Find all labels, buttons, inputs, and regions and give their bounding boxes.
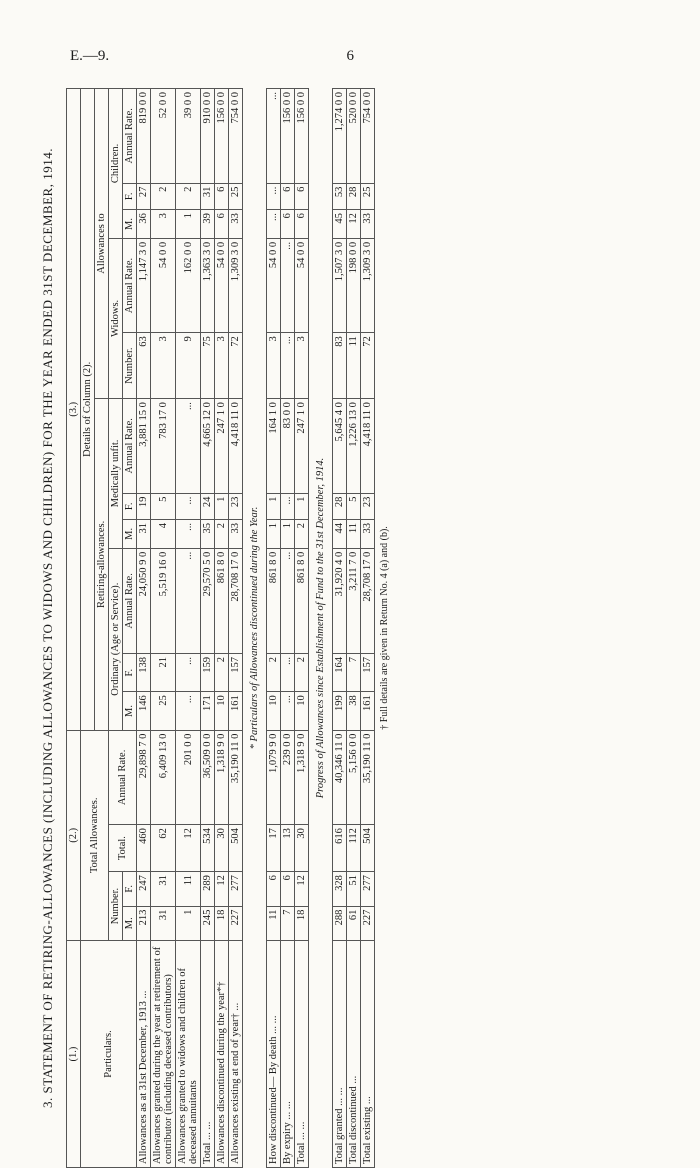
- annual-rate-header: Annual Rate.: [109, 730, 137, 824]
- table-cell: 72: [361, 333, 375, 399]
- annual-rate-header: Annual Rate.: [123, 548, 137, 653]
- table-cell: 1: [215, 493, 229, 519]
- table-cell: 12: [295, 872, 309, 906]
- table-cell: 2: [295, 520, 309, 549]
- table-cell: 2: [215, 520, 229, 549]
- table-cell: 28,708 17 0: [361, 548, 375, 653]
- f-header: F.: [123, 872, 137, 906]
- table-cell: 156 0 0: [295, 89, 309, 184]
- table-cell: 245: [201, 906, 215, 940]
- table-cell: 54 0 0: [267, 238, 281, 332]
- f-header: F.: [123, 653, 137, 691]
- table-cell: 3: [267, 333, 281, 399]
- table-cell: 1,226 13 0: [347, 399, 361, 493]
- table-cell: 1: [176, 906, 201, 940]
- row-label: Allowances granted during the year at retirement of contributor (including deceased contributors): [151, 941, 176, 1168]
- retiring-header: Retiring-allowances.: [95, 399, 109, 731]
- table-cell: 10: [295, 692, 309, 730]
- table-cell: 754 0 0: [361, 89, 375, 184]
- table-cell: 53: [333, 183, 347, 209]
- table-cell: 161: [361, 692, 375, 730]
- page-number: 6: [346, 48, 354, 64]
- table-cell: 4,418 11 0: [361, 399, 375, 493]
- table-cell: 63: [137, 333, 151, 399]
- footnote: † Full details are given in Return No. 4 (a) and (b).: [379, 526, 390, 730]
- row-label: Total granted ... ...: [333, 941, 347, 1168]
- table-cell: 247 1 0: [215, 399, 229, 493]
- table-cell: 2: [267, 653, 281, 691]
- main-rows: [137, 89, 243, 1168]
- annual-rate-header: Annual Rate.: [123, 399, 137, 493]
- table-cell: 23: [229, 493, 243, 519]
- table-cell: 28: [333, 493, 347, 519]
- discontinued-caption: * Particulars of Allowances discontinued during the Year.: [243, 89, 267, 1168]
- table-cell: 28: [347, 183, 361, 209]
- row-label: Total ... ...: [295, 941, 309, 1168]
- table-cell: 39: [201, 210, 215, 239]
- table-cell: 35,190 11 0: [361, 730, 375, 824]
- m-header: M.: [123, 210, 137, 239]
- table-cell: 40,346 11 0: [333, 730, 347, 824]
- row-label: Allowances as at 31st December, 1913 ...: [137, 941, 151, 1168]
- col-1-ref: (1.): [67, 941, 81, 1168]
- table-cell: 51: [347, 872, 361, 906]
- table-cell: 2: [295, 653, 309, 691]
- table-cell: 6: [281, 183, 295, 209]
- m-header: M.: [123, 692, 137, 730]
- table-row: [137, 89, 151, 1168]
- table-cell: 239 0 0: [281, 730, 295, 824]
- table-cell: 504: [361, 825, 375, 872]
- table-cell: 289: [201, 872, 215, 906]
- table-cell: 6: [281, 872, 295, 906]
- table-cell: 1,274 0 0: [333, 89, 347, 184]
- allowances-table: [66, 88, 375, 1168]
- table-cell: 1: [267, 493, 281, 519]
- m-header: M.: [123, 906, 137, 940]
- table-cell: 4,665 12 0: [201, 399, 215, 493]
- table-cell: 13: [281, 825, 295, 872]
- table-cell: 112: [347, 825, 361, 872]
- table-cell: 17: [267, 825, 281, 872]
- table-cell: 9: [176, 333, 201, 399]
- ordinary-header: Ordinary (Age or Service).: [109, 548, 123, 730]
- table-row: [347, 89, 361, 1168]
- annual-rate-header: Annual Rate.: [123, 89, 137, 184]
- number-header: Number.: [123, 333, 137, 399]
- table-cell: ...: [176, 399, 201, 493]
- table-cell: ...: [281, 692, 295, 730]
- table-cell: 164: [333, 653, 347, 691]
- table-cell: 11: [347, 520, 361, 549]
- table-cell: 11: [347, 333, 361, 399]
- col-2-ref: (2.): [67, 730, 81, 940]
- table-cell: 910 0 0: [201, 89, 215, 184]
- table-cell: 138: [137, 653, 151, 691]
- table-cell: 7: [347, 653, 361, 691]
- statement-title: 3. STATEMENT OF RETIRING-ALLOWANCES (INCLUDING ALLOWANCES TO WIDOWS AND CHILDREN) FOR THE YEAR ENDED 31ST DECEMBER, 1914.: [40, 148, 55, 1108]
- discontinued-rows: [267, 89, 309, 1168]
- table-cell: 199: [333, 692, 347, 730]
- table-cell: 6: [295, 183, 309, 209]
- table-cell: 54 0 0: [151, 238, 176, 332]
- table-cell: 5,156 0 0: [347, 730, 361, 824]
- children-header: Children.: [109, 89, 123, 239]
- row-label: Total existing ...: [361, 941, 375, 1168]
- table-cell: 10: [215, 692, 229, 730]
- table-cell: 3: [151, 210, 176, 239]
- table-cell: 31: [201, 183, 215, 209]
- table-cell: 62: [151, 825, 176, 872]
- table-cell: 1,147 3 0: [137, 238, 151, 332]
- table-cell: 30: [215, 825, 229, 872]
- table-row: [176, 89, 201, 1168]
- table-cell: 45: [333, 210, 347, 239]
- table-cell: 1,507 3 0: [333, 238, 347, 332]
- table-cell: ...: [176, 548, 201, 653]
- row-label: By expiry ... ...: [281, 941, 295, 1168]
- table-cell: 2: [176, 183, 201, 209]
- table-cell: 247: [137, 872, 151, 906]
- table-cell: 75: [201, 333, 215, 399]
- table-cell: 83: [333, 333, 347, 399]
- table-cell: 39 0 0: [176, 89, 201, 184]
- table-cell: 1: [295, 493, 309, 519]
- table-cell: 11: [267, 906, 281, 940]
- table-cell: 61: [347, 906, 361, 940]
- progress-rows: [333, 89, 375, 1168]
- table-cell: 12: [176, 825, 201, 872]
- table-cell: 24,050 9 0: [137, 548, 151, 653]
- f-header: F.: [123, 183, 137, 209]
- table-cell: 2: [151, 183, 176, 209]
- table-cell: 328: [333, 872, 347, 906]
- row-label: Total discontinued ...: [347, 941, 361, 1168]
- table-cell: 4,418 11 0: [229, 399, 243, 493]
- table-cell: 146: [137, 692, 151, 730]
- row-label: Total ... ...: [201, 941, 215, 1168]
- table-cell: 1: [281, 520, 295, 549]
- table-cell: 1,309 3 0: [361, 238, 375, 332]
- annual-rate-header: Annual Rate.: [123, 238, 137, 332]
- rotated-statement: [40, 88, 660, 1168]
- table-cell: ...: [176, 493, 201, 519]
- table-cell: 36: [137, 210, 151, 239]
- table-cell: 861 8 0: [267, 548, 281, 653]
- f-header: F.: [123, 493, 137, 519]
- table-cell: 6: [295, 210, 309, 239]
- table-row: [295, 89, 309, 1168]
- row-label: Allowances existing at end of year† ...: [229, 941, 243, 1168]
- table-cell: ...: [281, 493, 295, 519]
- table-cell: 5,519 16 0: [151, 548, 176, 653]
- table-cell: ...: [176, 692, 201, 730]
- table-row: [361, 89, 375, 1168]
- total-header: Total.: [109, 825, 137, 872]
- table-cell: 3: [215, 333, 229, 399]
- table-row: [333, 89, 347, 1168]
- table-cell: 33: [229, 210, 243, 239]
- table-cell: 3,211 7 0: [347, 548, 361, 653]
- table-cell: 247 1 0: [295, 399, 309, 493]
- table-cell: 1: [176, 210, 201, 239]
- table-cell: ...: [267, 210, 281, 239]
- table-cell: 534: [201, 825, 215, 872]
- table-cell: 52 0 0: [151, 89, 176, 184]
- table-row: [201, 89, 215, 1168]
- table-cell: ...: [281, 333, 295, 399]
- row-label: How discontinued— By death ... ...: [267, 941, 281, 1168]
- table-cell: 18: [215, 906, 229, 940]
- table-cell: 1,318 9 0: [215, 730, 229, 824]
- table-cell: 3: [151, 333, 176, 399]
- table-cell: 783 17 0: [151, 399, 176, 493]
- table-cell: 31: [151, 872, 176, 906]
- table-cell: 157: [229, 653, 243, 691]
- table-cell: 28,708 17 0: [229, 548, 243, 653]
- table-cell: 44: [333, 520, 347, 549]
- table-cell: ...: [281, 653, 295, 691]
- table-cell: 38: [347, 692, 361, 730]
- table-cell: 18: [295, 906, 309, 940]
- table-cell: 1,363 3 0: [201, 238, 215, 332]
- table-cell: 31: [137, 520, 151, 549]
- table-cell: 277: [229, 872, 243, 906]
- table-cell: 25: [361, 183, 375, 209]
- table-cell: ...: [176, 520, 201, 549]
- table-cell: 277: [361, 872, 375, 906]
- table-cell: 171: [201, 692, 215, 730]
- table-cell: 861 8 0: [295, 548, 309, 653]
- table-cell: 156 0 0: [281, 89, 295, 184]
- table-cell: 2: [215, 653, 229, 691]
- table-cell: 616: [333, 825, 347, 872]
- table-row: [267, 89, 281, 1168]
- table-cell: 83 0 0: [281, 399, 295, 493]
- table-cell: 819 0 0: [137, 89, 151, 184]
- table-cell: 33: [229, 520, 243, 549]
- table-cell: 3: [295, 333, 309, 399]
- table-cell: 504: [229, 825, 243, 872]
- table-cell: 10: [267, 692, 281, 730]
- row-label: Allowances granted to widows and children of deceased annuitants: [176, 941, 201, 1168]
- table-cell: 33: [361, 520, 375, 549]
- widows-header: Widows.: [109, 238, 123, 398]
- table-cell: 162 0 0: [176, 238, 201, 332]
- table-cell: 33: [361, 210, 375, 239]
- table-cell: 6,409 13 0: [151, 730, 176, 824]
- table-cell: 861 8 0: [215, 548, 229, 653]
- table-cell: 21: [151, 653, 176, 691]
- table-cell: 7: [281, 906, 295, 940]
- table-cell: ...: [281, 548, 295, 653]
- details-header: Details of Column (2).: [81, 89, 95, 731]
- table-cell: 288: [333, 906, 347, 940]
- table-cell: 754 0 0: [229, 89, 243, 184]
- table-cell: 1,318 9 0: [295, 730, 309, 824]
- allowances-to-header: Allowances to: [95, 89, 109, 399]
- table-cell: 11: [176, 872, 201, 906]
- table-cell: 29,898 7 0: [137, 730, 151, 824]
- table-cell: 25: [151, 692, 176, 730]
- table-cell: ...: [267, 89, 281, 184]
- page-reference: E.—9.: [70, 48, 110, 64]
- table-cell: 156 0 0: [215, 89, 229, 184]
- table-cell: ...: [267, 183, 281, 209]
- particulars-header: Particulars.: [81, 941, 137, 1168]
- table-cell: 31,920 4 0: [333, 548, 347, 653]
- table-cell: 3,881 15 0: [137, 399, 151, 493]
- table-cell: 1,079 9 0: [267, 730, 281, 824]
- table-cell: 35,190 11 0: [229, 730, 243, 824]
- table-cell: 23: [361, 493, 375, 519]
- table-cell: 5: [151, 493, 176, 519]
- table-cell: 227: [229, 906, 243, 940]
- table-cell: 35: [201, 520, 215, 549]
- row-label: Allowances discontinued during the year*†: [215, 941, 229, 1168]
- table-cell: 1,309 3 0: [229, 238, 243, 332]
- table-cell: 12: [215, 872, 229, 906]
- m-header: M.: [123, 520, 137, 549]
- table-cell: 54 0 0: [215, 238, 229, 332]
- table-cell: 27: [137, 183, 151, 209]
- number-header: Number.: [109, 872, 123, 941]
- table-cell: 6: [215, 183, 229, 209]
- total-allowances-header: Total Allowances.: [81, 730, 109, 940]
- table-cell: 19: [137, 493, 151, 519]
- table-cell: 25: [229, 183, 243, 209]
- table-row: [151, 89, 176, 1168]
- table-cell: 6: [215, 210, 229, 239]
- table-cell: 1: [267, 520, 281, 549]
- table-row: [215, 89, 229, 1168]
- table-cell: 72: [229, 333, 243, 399]
- table-cell: 54 0 0: [295, 238, 309, 332]
- table-cell: 5,645 4 0: [333, 399, 347, 493]
- table-cell: 157: [361, 653, 375, 691]
- table-cell: 227: [361, 906, 375, 940]
- table-row: [281, 89, 295, 1168]
- table-cell: 201 0 0: [176, 730, 201, 824]
- table-cell: 6: [267, 872, 281, 906]
- table-cell: ...: [281, 238, 295, 332]
- table-cell: 36,509 0 0: [201, 730, 215, 824]
- table-cell: ...: [176, 653, 201, 691]
- table-cell: 12: [347, 210, 361, 239]
- table-cell: 31: [151, 906, 176, 940]
- table-cell: 5: [347, 493, 361, 519]
- table-row: [229, 89, 243, 1168]
- medically-header: Medically unfit.: [109, 399, 123, 549]
- table-cell: 213: [137, 906, 151, 940]
- table-cell: 29,570 5 0: [201, 548, 215, 653]
- table-cell: 520 0 0: [347, 89, 361, 184]
- table-cell: 161: [229, 692, 243, 730]
- table-cell: 164 1 0: [267, 399, 281, 493]
- table-cell: 159: [201, 653, 215, 691]
- table-cell: 198 0 0: [347, 238, 361, 332]
- table-cell: 6: [281, 210, 295, 239]
- table-cell: 460: [137, 825, 151, 872]
- table-cell: 30: [295, 825, 309, 872]
- table-cell: 4: [151, 520, 176, 549]
- col-3-ref: (3.): [67, 89, 81, 731]
- table-cell: 24: [201, 493, 215, 519]
- progress-caption: Progress of Allowances since Establishment of Fund to the 31st December, 1914.: [309, 89, 333, 1168]
